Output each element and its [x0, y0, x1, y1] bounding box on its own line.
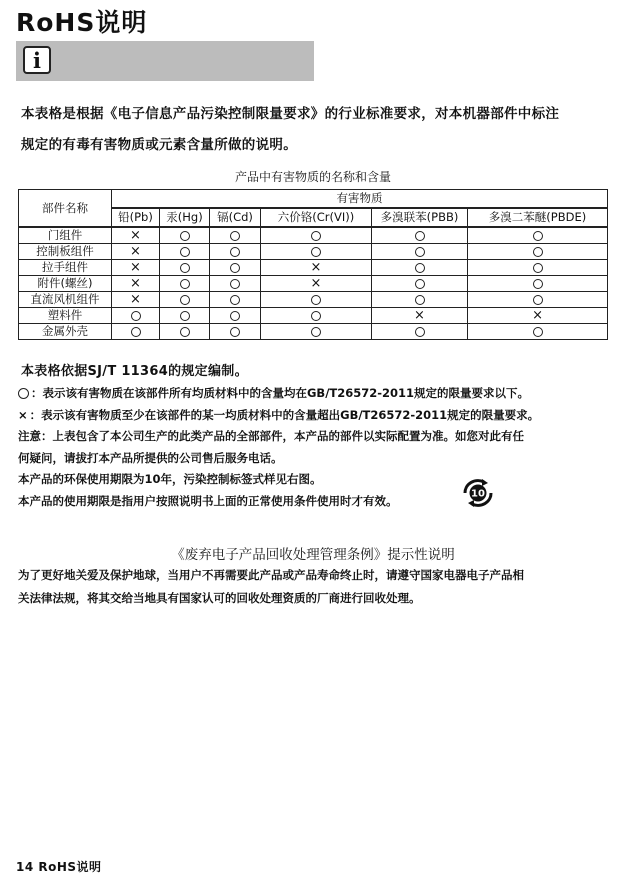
footer-section: RoHS说明 [38, 860, 102, 874]
circle-icon [533, 295, 543, 305]
circle-icon [415, 327, 425, 337]
use-period-note: 本产品的使用期限是指用户按照说明书上面的正常使用条件使用时才有效。 [18, 493, 398, 508]
circle-icon [131, 311, 141, 321]
table-row [19, 260, 608, 276]
hazardous-substance-table [18, 189, 608, 340]
substance-column-header: 多溴二苯醚(PBDE) [468, 208, 608, 227]
part-name-cell: 金属外壳 [19, 324, 112, 340]
intro-paragraph [21, 99, 613, 161]
circle-icon [533, 263, 543, 273]
substance-mark-cell [112, 276, 160, 292]
substance-mark-cell [210, 276, 261, 292]
circle-icon [230, 247, 240, 257]
circle-icon [533, 327, 543, 337]
substance-mark-cell [210, 260, 261, 276]
legend-o-text: ：表示该有害物质在该部件所有均质材料中的含量均在GB/T26572-2011规定的限量要求以下。 [31, 386, 530, 400]
circle-icon [311, 231, 321, 241]
circle-icon [180, 263, 190, 273]
intro-line: 本表格是根据《电子信息产品污染控制限量要求》的行业标准要求，对本机器部件中标注 [21, 106, 560, 122]
intro-line: 规定的有毒有害物质或元素含量所做的说明。 [21, 137, 297, 153]
info-icon: i [23, 46, 51, 74]
logo-number: 10 [471, 488, 485, 500]
table-row [19, 276, 608, 292]
cross-icon: × [310, 276, 322, 291]
substance-mark-cell [160, 292, 210, 308]
substance-mark-cell [372, 244, 468, 260]
substance-mark-cell [261, 292, 372, 308]
circle-icon [230, 263, 240, 273]
substance-mark-cell [372, 260, 468, 276]
circle-icon [230, 311, 240, 321]
legend-notes [18, 383, 618, 512]
substance-mark-cell [372, 308, 468, 324]
substance-mark-cell [112, 244, 160, 260]
circle-icon [18, 388, 29, 399]
substance-mark-cell [112, 324, 160, 340]
circle-icon [180, 247, 190, 257]
substance-mark-cell [210, 324, 261, 340]
page-footer [16, 858, 102, 875]
page-title: RoHS说明 [16, 8, 148, 37]
substance-mark-cell [468, 324, 608, 340]
circle-icon [533, 247, 543, 257]
circle-icon [311, 295, 321, 305]
substance-mark-cell [261, 324, 372, 340]
table-row [19, 227, 608, 244]
circle-icon [415, 231, 425, 241]
cross-icon: × [414, 308, 425, 323]
efup-period-note: 本产品的环保使用期限为10年，污染控制标签式样见右图。 [18, 472, 322, 486]
circle-icon [230, 295, 240, 305]
substance-mark-cell [160, 244, 210, 260]
substance-mark-cell [210, 227, 261, 244]
substance-mark-cell [468, 276, 608, 292]
substance-mark-cell [468, 244, 608, 260]
note-line: 何疑问，请拔打本产品所提供的公司售后服务电话。 [18, 450, 283, 465]
substance-mark-cell [261, 244, 372, 260]
substance-mark-cell [468, 292, 608, 308]
circle-icon [230, 231, 240, 241]
circle-icon [180, 327, 190, 337]
info-banner [16, 41, 314, 81]
circle-icon [415, 247, 425, 257]
substance-mark-cell [372, 292, 468, 308]
substance-mark-cell [468, 308, 608, 324]
circle-icon [230, 279, 240, 289]
page-number: 14 [16, 860, 34, 874]
part-name-cell: 附件(螺丝) [19, 276, 112, 292]
pollution-control-10-logo [462, 479, 494, 507]
table-row [19, 308, 608, 324]
substance-mark-cell [160, 308, 210, 324]
substance-mark-cell [372, 276, 468, 292]
substance-mark-cell [210, 244, 261, 260]
substance-column-header: 镉(Cd) [210, 208, 261, 227]
part-name-cell: 控制板组件 [19, 244, 112, 260]
circle-icon [311, 327, 321, 337]
cross-icon: × [130, 260, 141, 275]
substance-mark-cell [468, 260, 608, 276]
circle-icon [230, 327, 240, 337]
circle-icon [180, 231, 190, 241]
cross-icon: × [130, 244, 141, 259]
table-row [19, 292, 608, 308]
circle-icon [311, 247, 321, 257]
cross-icon: × [130, 292, 141, 307]
circle-icon [131, 327, 141, 337]
substance-mark-cell [112, 308, 160, 324]
note-line: 注意：上表包含了本公司生产的此类产品的全部部件，本产品的部件以实际配置为准。如您对此有任 [18, 429, 524, 443]
legend-x-line [18, 405, 618, 427]
substance-mark-cell [261, 260, 372, 276]
legend-o-line [18, 383, 618, 405]
substance-group-header: 有害物质 [112, 190, 608, 208]
table-row [19, 244, 608, 260]
substance-mark-cell [210, 292, 261, 308]
circle-icon [180, 311, 190, 321]
substance-column-header: 六价铬(Cr(VI)) [261, 208, 372, 227]
circle-icon [415, 263, 425, 273]
cross-icon: × [532, 308, 543, 323]
substance-column-header: 铅(Pb) [112, 208, 160, 227]
legend-x-text: ：表示该有害物质至少在该部件的某一均质材料中的含量超出GB/T26572-2011规定的限量要求。 [29, 407, 540, 422]
standard-note: 本表格依据SJ/T 11364的规定编制。 [21, 364, 248, 379]
circle-icon [415, 279, 425, 289]
substance-mark-cell [468, 227, 608, 244]
substance-mark-cell [160, 324, 210, 340]
substance-mark-cell [112, 227, 160, 244]
circle-icon [180, 295, 190, 305]
cross-icon: × [310, 260, 322, 275]
circle-icon [415, 295, 425, 305]
substance-mark-cell [261, 227, 372, 244]
substance-column-header: 多溴联苯(PBB) [372, 208, 468, 227]
part-name-cell: 塑料件 [19, 308, 112, 324]
part-name-header: 部件名称 [19, 190, 112, 228]
part-name-cell: 门组件 [19, 227, 112, 244]
substance-mark-cell [372, 324, 468, 340]
cross-icon: × [130, 228, 141, 243]
substance-mark-cell [210, 308, 261, 324]
substance-mark-cell [261, 276, 372, 292]
substance-mark-cell [160, 260, 210, 276]
circle-icon [533, 279, 543, 289]
substance-mark-cell [112, 260, 160, 276]
table-caption: 产品中有害物质的名称和含量 [234, 170, 391, 184]
substance-mark-cell [160, 227, 210, 244]
circle-icon [311, 311, 321, 321]
recycle-line: 关法律法规，将其交给当地具有国家认可的回收处理资质的厂商进行回收处理。 [18, 591, 421, 605]
substance-mark-cell [372, 227, 468, 244]
substance-column-header: 汞(Hg) [160, 208, 210, 227]
cross-icon: × [130, 276, 141, 291]
recycle-title: 《废弃电子产品回收处理管理条例》提示性说明 [171, 547, 455, 563]
circle-icon [180, 279, 190, 289]
substance-mark-cell [112, 292, 160, 308]
part-name-cell: 直流风机组件 [19, 292, 112, 308]
part-name-cell: 拉手组件 [19, 260, 112, 276]
recycle-line: 为了更好地关爱及保护地球，当用户不再需要此产品或产品寿命终止时，请遵守国家电器电子产品相 [18, 568, 524, 582]
cross-icon: × [18, 407, 28, 422]
recycle-paragraph [18, 564, 613, 610]
substance-mark-cell [261, 308, 372, 324]
circle-icon [533, 231, 543, 241]
table-row [19, 324, 608, 340]
table-body [19, 227, 608, 340]
substance-mark-cell [160, 276, 210, 292]
